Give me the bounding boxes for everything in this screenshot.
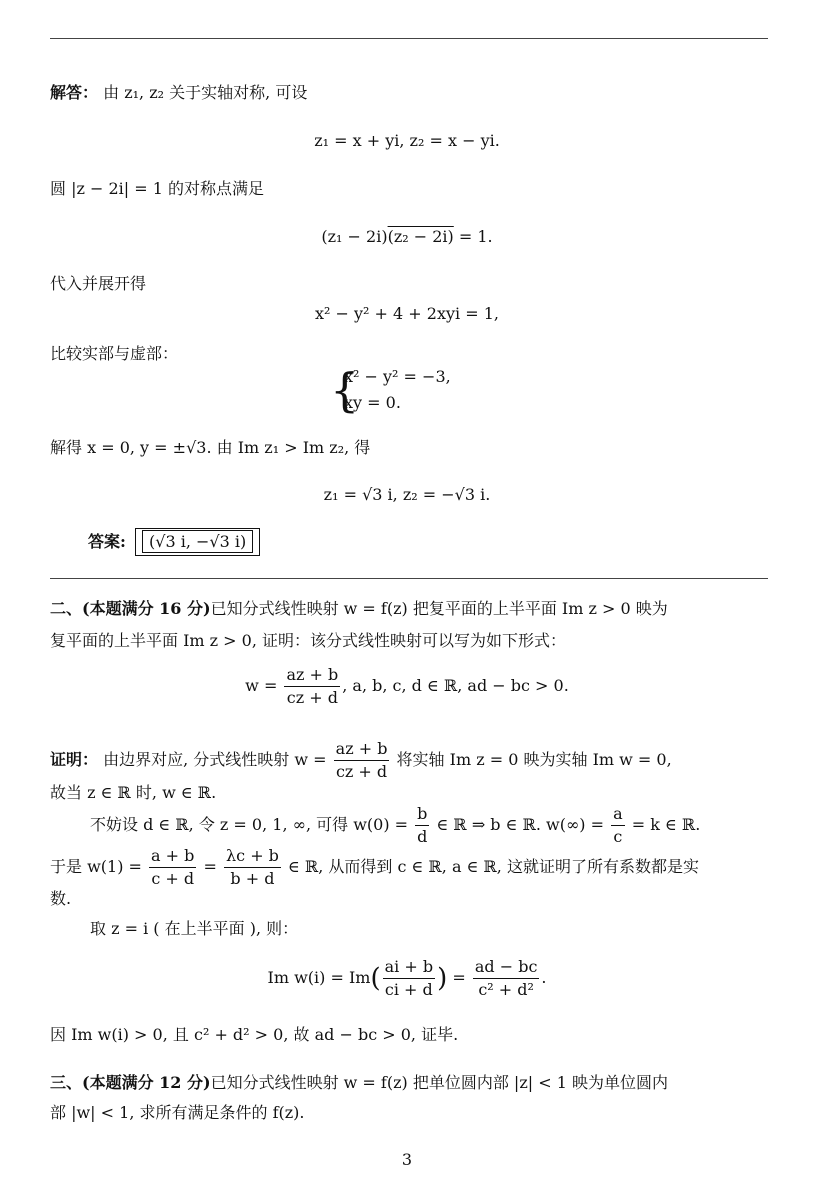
proof-line3 <box>90 803 700 848</box>
solution-intro-text: 由 z₁, z₂ 关于实轴对称, 可设 <box>103 83 308 102</box>
proof-line5: 数. <box>50 889 72 908</box>
problem3-line2: 部 |w| < 1, 求所有满足条件的 f(z). <box>50 1103 305 1122</box>
equation-symmetric-condition <box>0 226 814 248</box>
system-row-2: xy = 0. <box>344 393 401 412</box>
formula-rhs: , a, b, c, d ∈ ℝ, ad − bc > 0. <box>342 676 569 695</box>
problem2-line2: 复平面的上半平面 Im z > 0, 证明：该分式线性映射可以写为如下形式： <box>50 631 567 650</box>
section-rule <box>50 578 768 579</box>
eq2-conjugate: (z₂ − 2i) <box>387 227 454 246</box>
solution-label: 解答： <box>50 83 99 102</box>
proof-p4-num1: a + b <box>149 845 196 868</box>
equation-result: z₁ = √3 i, z₂ = −√3 i. <box>323 485 491 504</box>
eq-lhs: Im w(i) = Im <box>267 968 371 987</box>
solution-intro <box>50 82 307 104</box>
proof-p1-denominator: cz + d <box>335 762 388 781</box>
problem2-line1 <box>50 598 668 620</box>
proof-p4-den2: b + d <box>230 869 275 888</box>
equation-expanded: x² − y² + 4 + 2xyi = 1, <box>314 304 499 323</box>
formula-denominator: cz + d <box>286 688 338 707</box>
eq2-left: (z₁ − 2i) <box>321 227 388 246</box>
problem2-heading: 二、(本题满分 16 分) <box>50 599 211 618</box>
circle-condition-text: 圆 |z − 2i| = 1 的对称点满足 <box>50 179 265 198</box>
problem3-line1 <box>50 1072 668 1094</box>
proof-p3-den2: c <box>613 827 623 846</box>
answer-box <box>135 528 260 556</box>
problem2-formula <box>0 664 814 709</box>
eq-num2: ad − bc <box>473 956 540 979</box>
eq-den2: c² + d² <box>478 980 534 999</box>
left-brace: { <box>330 363 360 417</box>
eq-fraction1 <box>383 956 435 1001</box>
eq-num1: ai + b <box>383 956 435 979</box>
proof-p3-fraction1 <box>415 803 429 848</box>
proof-line1 <box>50 738 672 783</box>
proof-line4 <box>50 845 699 890</box>
answer-value: (√3 i, −√3 i) <box>142 530 253 553</box>
eq-den1: ci + d <box>384 980 433 999</box>
formula-lhs: w = <box>245 676 278 695</box>
answer-line <box>88 528 260 556</box>
proof-p4-b: ∈ ℝ, 从而得到 c ∈ ℝ, a ∈ ℝ, 这就证明了所有系数都是实 <box>288 857 699 876</box>
proof-conclusion: 因 Im w(i) > 0, 且 c² + d² > 0, 故 ad − bc > 0, 证毕. <box>50 1025 459 1044</box>
answer-label: 答案: <box>88 532 126 551</box>
formula-numerator: az + b <box>284 664 340 687</box>
proof-p1-fraction <box>334 738 390 783</box>
proof-p4-fraction2 <box>224 845 281 890</box>
solve-text: 解得 x = 0, y = ±√3. 由 Im z₁ > Im z₂, 得 <box>50 438 371 457</box>
proof-p3-den1: d <box>417 827 428 846</box>
eq2-right: = 1. <box>453 227 493 246</box>
formula-fraction <box>284 664 340 709</box>
expand-text: 代入并展开得 <box>50 274 147 293</box>
problem3-text1: 已知分式线性映射 w = f(z) 把单位圆内部 |z| < 1 映为单位圆内 <box>210 1073 668 1092</box>
equation-system <box>330 363 451 417</box>
eq-fraction2 <box>473 956 540 1001</box>
right-paren: ) <box>437 963 448 994</box>
proof-line6: 取 z = i ( 在上半平面 ), 则： <box>90 919 299 938</box>
proof-line2: 故当 z ∈ ℝ 时, w ∈ ℝ. <box>50 783 217 802</box>
top-rule <box>50 38 768 39</box>
proof-main-equation <box>0 956 814 1001</box>
proof-p3-num2: a <box>611 803 625 826</box>
compare-text: 比较实部与虚部： <box>50 344 179 363</box>
proof-p4-a: 于是 w(1) = <box>50 857 142 876</box>
eq-mid: = <box>452 968 466 987</box>
left-paren: ( <box>370 963 381 994</box>
proof-p4-eq: = <box>203 857 217 876</box>
proof-p3-a: 不妨设 d ∈ ℝ, 令 z = 0, 1, ∞, 可得 w(0) = <box>90 815 409 834</box>
proof-p3-num1: b <box>415 803 429 826</box>
problem3-heading: 三、(本题满分 12 分) <box>50 1073 211 1092</box>
eq-end: . <box>541 968 547 987</box>
proof-p1-numerator: az + b <box>334 738 390 761</box>
system-row-1: x² − y² = −3, <box>344 367 451 386</box>
proof-p4-fraction1 <box>149 845 196 890</box>
proof-p3-c: = k ∈ ℝ. <box>631 815 701 834</box>
proof-p4-num2: λc + b <box>224 845 281 868</box>
problem2-text1: 已知分式线性映射 w = f(z) 把复平面的上半平面 Im z > 0 映为 <box>210 599 668 618</box>
page-number: 3 <box>401 1150 413 1169</box>
proof-p3-b: ∈ ℝ ⇒ b ∈ ℝ. w(∞) = <box>436 815 605 834</box>
proof-p1-b: 将实轴 Im z = 0 映为实轴 Im w = 0, <box>396 750 672 769</box>
proof-label: 证明： <box>50 750 99 769</box>
proof-p3-fraction2 <box>611 803 625 848</box>
proof-p1-a: 由边界对应, 分式线性映射 w = <box>103 750 327 769</box>
equation-z-definition: z₁ = x + yi, z₂ = x − yi. <box>314 131 500 150</box>
proof-p4-den1: c + d <box>151 869 195 888</box>
